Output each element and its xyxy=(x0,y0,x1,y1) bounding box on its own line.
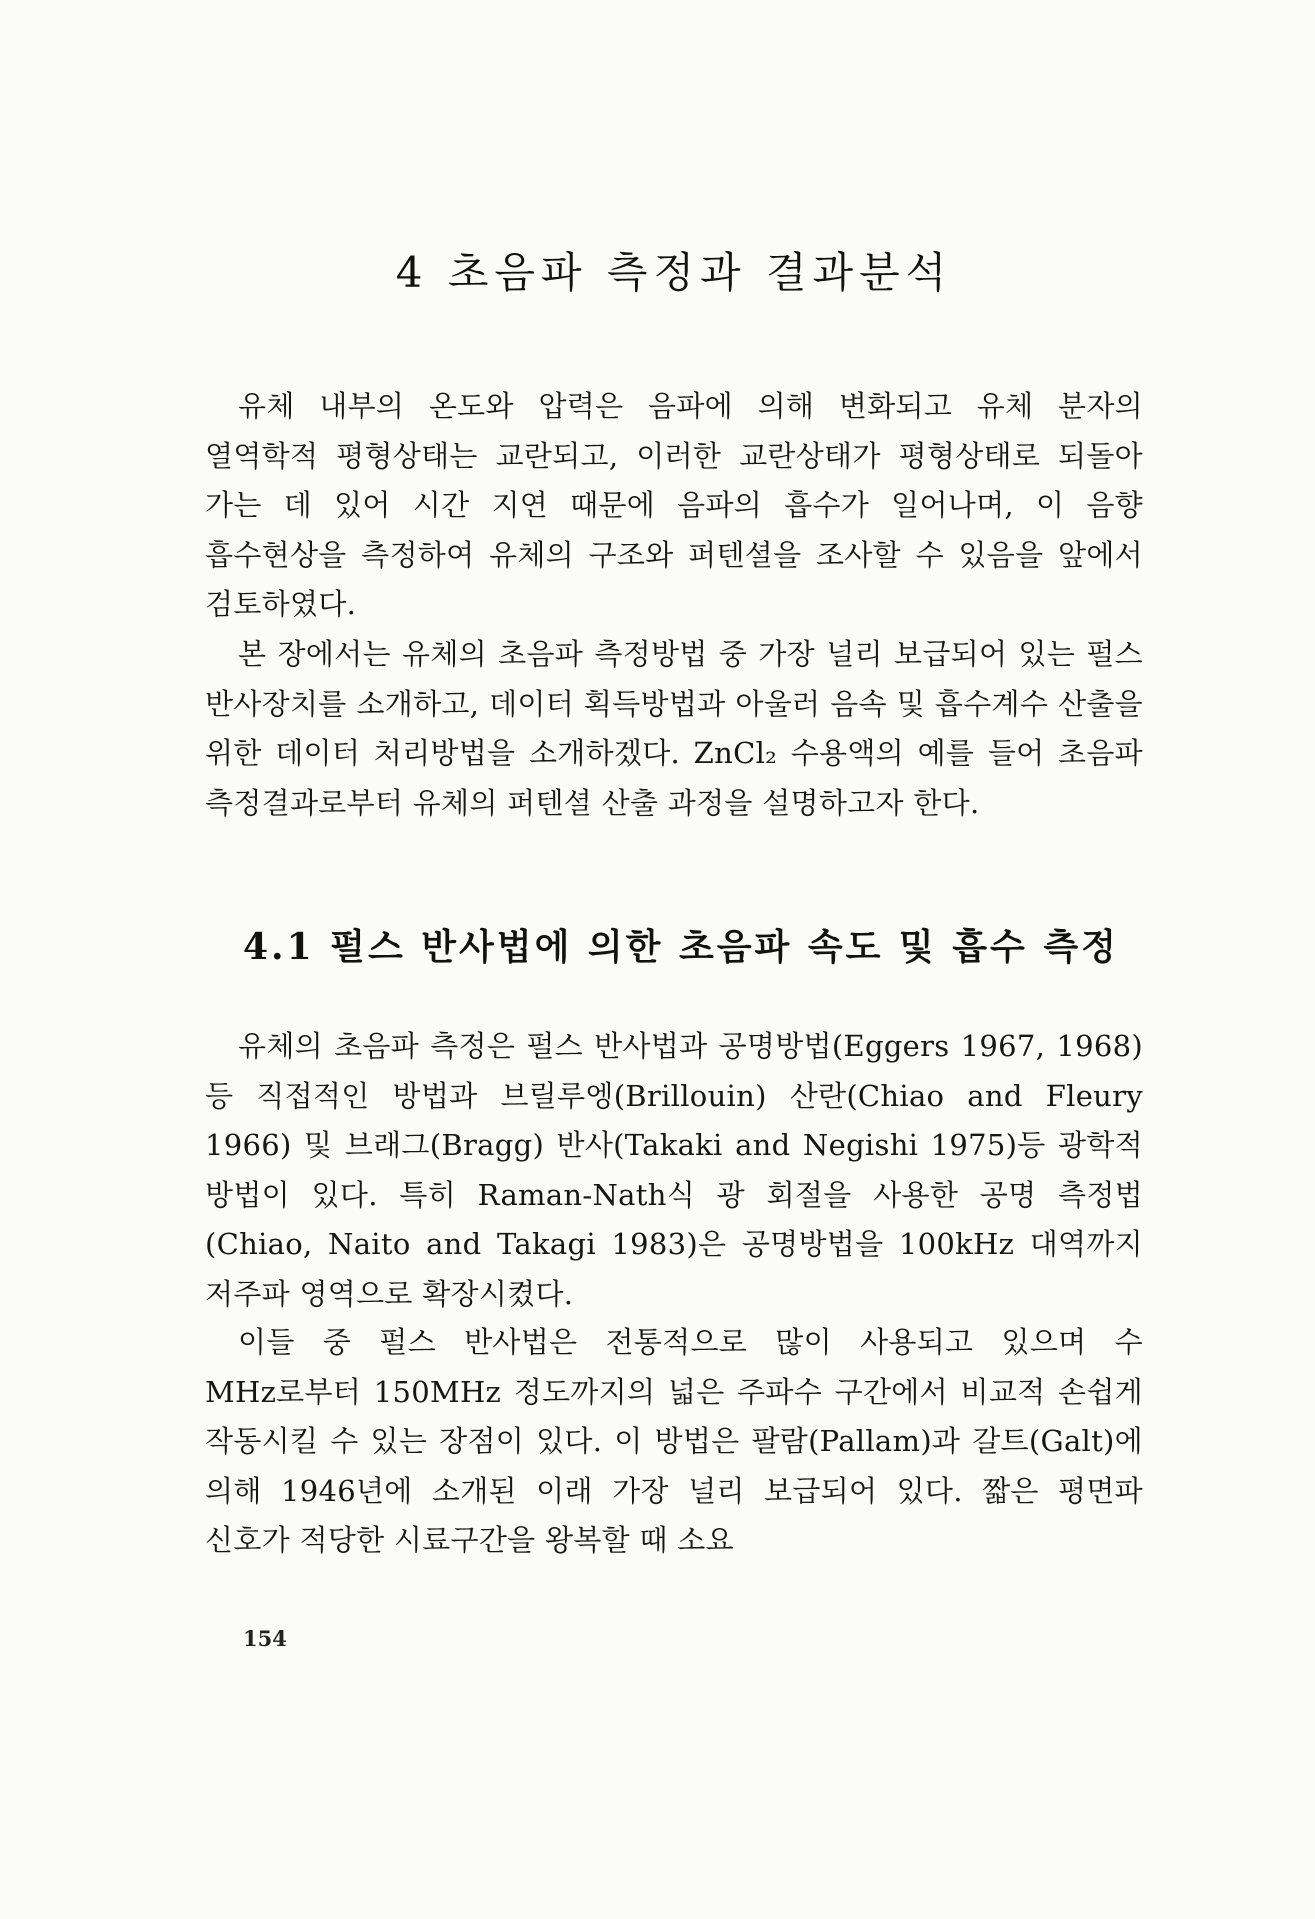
section-paragraph-2: 이들 중 펄스 반사법은 전통적으로 많이 사용되고 있으며 수 MHz로부터 150MHz 정도까지의 넓은 주파수 구간에서 비교적 손쉽게 작동시킬 수 있는 장점이 있다. 이 방법은 팔람(Pallam)과 갈트(Galt)에 의해 1946년에 소개된 이래 가장 널리 보급되어 있다. 짧은 평면파 신호가 적당한 시료구간을 왕복할 때 소요 xyxy=(205,1325,1143,1557)
intro-paragraph-2: 본 장에서는 유체의 초음파 측정방법 중 가장 널리 보급되어 있는 펄스 반사장치를 소개하고, 데이터 획득방법과 아울러 음속 및 흡수계수 산출을 위한 데이터 처리방법을 소개하겠다. ZnCl₂ 수용액의 예를 들어 초음파 측정결과로부터 유체의 퍼텐셜 산출 과정을 설명하고자 한다. xyxy=(205,637,1143,820)
section-paragraph-1: 유체의 초음파 측정은 펄스 반사법과 공명방법(Eggers 1967, 1968)등 직접적인 방법과 브릴루엥(Brillouin) 산란(Chiao and Fleury 1966) 및 브래그(Bragg) 반사(Takaki and Negishi 1975)등 광학적 방법이 있다. 특히 Raman-Nath식 광 회절을 사용한 공명 측정법(Chiao, Naito and Takagi 1983)은 공명방법을 100kHz 대역까지 저주파 영역으로 확장시켰다. xyxy=(205,1029,1143,1311)
section-title: 4.1 펄스 반사법에 의한 초음파 속도 및 흡수 측정 xyxy=(243,926,1119,968)
page-number: 154 xyxy=(243,1626,287,1651)
intro-paragraph-1: 유체 내부의 온도와 압력은 음파에 의해 변화되고 유체 분자의 열역학적 평형상태는 교란되고, 이러한 교란상태가 평형상태로 되돌아 가는 데 있어 시간 지연 때문에 음파의 흡수가 일어나며, 이 음향 흡수현상을 측정하여 유체의 구조와 퍼텐셜을 조사할 수 있음을 앞에서 검토하였다. xyxy=(205,389,1143,621)
chapter-title: 4 초음파 측정과 결과분석 xyxy=(395,248,953,297)
